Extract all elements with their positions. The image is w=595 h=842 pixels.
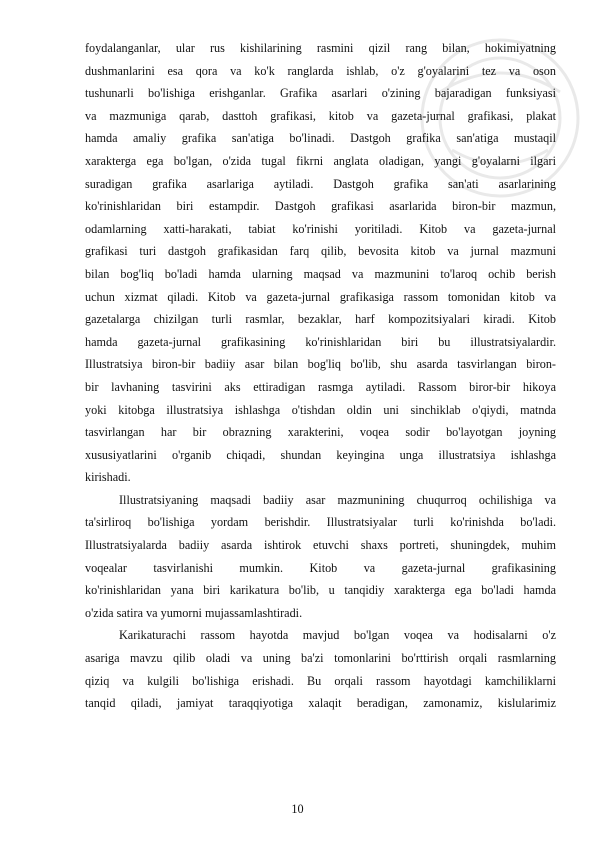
text-line: grafikasi turi dastgoh grafikasidan farq qilib, bevosita kitob va jurnal mazmuni — [85, 244, 556, 259]
paragraph-start-line: Illustratsiyaning maqsadi badiiy asar mazmunining chuqurroq ochilishiga va — [119, 492, 556, 507]
text-line: dushmanlarini esa qora va ko'k ranglarda ishlab, o'z g'oyalarini tez va oson — [85, 63, 556, 78]
text-line: odamlarning xatti-harakati, tabiat ko'rinishi yoritiladi. Kitob va gazeta-jurnal — [85, 221, 556, 236]
text-line: uchun xizmat qiladi. Kitob va gazeta-jurnal grafikasiga rassom tomonidan kitob va — [85, 289, 556, 304]
text-line: foydalanganlar, ular rus kishilarining rasmini qizil rang bilan, hokimiyatning — [85, 41, 556, 55]
text-line: xarakterga ega bo'lgan, o'zida tugal fikrni anglata oladigan, yangi g'oyalarni ilgari — [85, 153, 556, 168]
paragraph-start-line: Karikaturachi rassom hayotda mavjud bo'lgan voqea va hodisalarni o'z — [119, 628, 556, 643]
text-line: ko'rinishlaridan yana biri karikatura bo'lib, u tanqidiy xarakterga ega bo'ladi hamda — [85, 583, 556, 598]
text-line: xususiyatlarini o'rganib chiqadi, shundan keyingina unga illustratsiya ishlashga — [85, 447, 556, 462]
text-line: tanqid qiladi, jamiyat taraqqiyotiga xalaqit beradigan, zamonamiz, kislularimiz — [85, 696, 556, 711]
text-line: Illustratsiya biron-bir badiiy asar bilan bog'liq bo'lib, shu asarda tasvirlangan biron- — [85, 357, 556, 372]
text-line: bilan bog'liq bo'ladi hamda ularning maqsad va mazmunini to'laroq ochib berish — [85, 266, 556, 281]
text-line: yoki kitobga illustratsiya ishlashga o'tishdan oldin uni sinchiklab o'qiydi, matnda — [85, 402, 556, 417]
text-line: tasvirlangan har bir obrazning xarakterini, voqea sodir bo'layotgan joyning — [85, 425, 556, 440]
text-line: o'zida satira va yumorni mujassamlashtiradi. — [85, 605, 303, 620]
text-line: suradigan grafika asarlariga aytiladi. Dastgoh grafika san'ati asarlarining — [85, 176, 556, 191]
text-line: tushunarli bo'lishiga erishganlar. Grafika asarlari o'zining bajaradigan funksiyasi — [85, 86, 556, 101]
text-line: va mazmuniga qarab, dasttoh grafikasi, kitob va gazeta-jurnal grafikasi, plakat — [85, 108, 556, 123]
text-line: hamda gazeta-jurnal grafikasining ko'rinishlaridan biri bu illustratsiyalardir. — [85, 334, 556, 349]
text-line: gazetalarga chizilgan turli rasmlar, bezaklar, harf kompozitsiyalari kiradi. Kitob — [85, 312, 556, 327]
text-line: Illustratsiyalarda badiiy asarda ishtirok etuvchi shaxs portreti, shuningdek, muhim — [85, 538, 556, 553]
text-line: voqealar tasvirlanishi mumkin. Kitob va gazeta-jurnal grafikasining — [85, 560, 556, 575]
text-line: hamda amaliy grafika san'atiga bo'linadi. Dastgoh grafika san'atiga mustaqil — [85, 131, 556, 146]
text-line: bir lavhaning tasvirini aks ettiradigan rasmga aytiladi. Rassom biror-bir hikoya — [85, 379, 556, 394]
text-line: asariga mavzu qilib oladi va uning ba'zi tomonlarini bo'rttirish orqali rasmlarning — [85, 651, 556, 666]
text-line: ta'sirliroq bo'lishiga yordam berishdir. Illustratsiyalar turli ko'rinishda bo'ladi. — [85, 515, 556, 530]
text-line: kirishadi. — [85, 470, 131, 485]
body-text — [85, 37, 556, 715]
page-number: 10 — [291, 802, 304, 816]
text-line: qiziq va kulgili bo'lishiga erishadi. Bu orqali rassom hayotdagi kamchiliklarni — [85, 673, 556, 688]
text-line: ko'rinishlaridan biri estampdir. Dastgoh grafikasi asarlarida biron-bir mazmun, — [85, 199, 556, 214]
